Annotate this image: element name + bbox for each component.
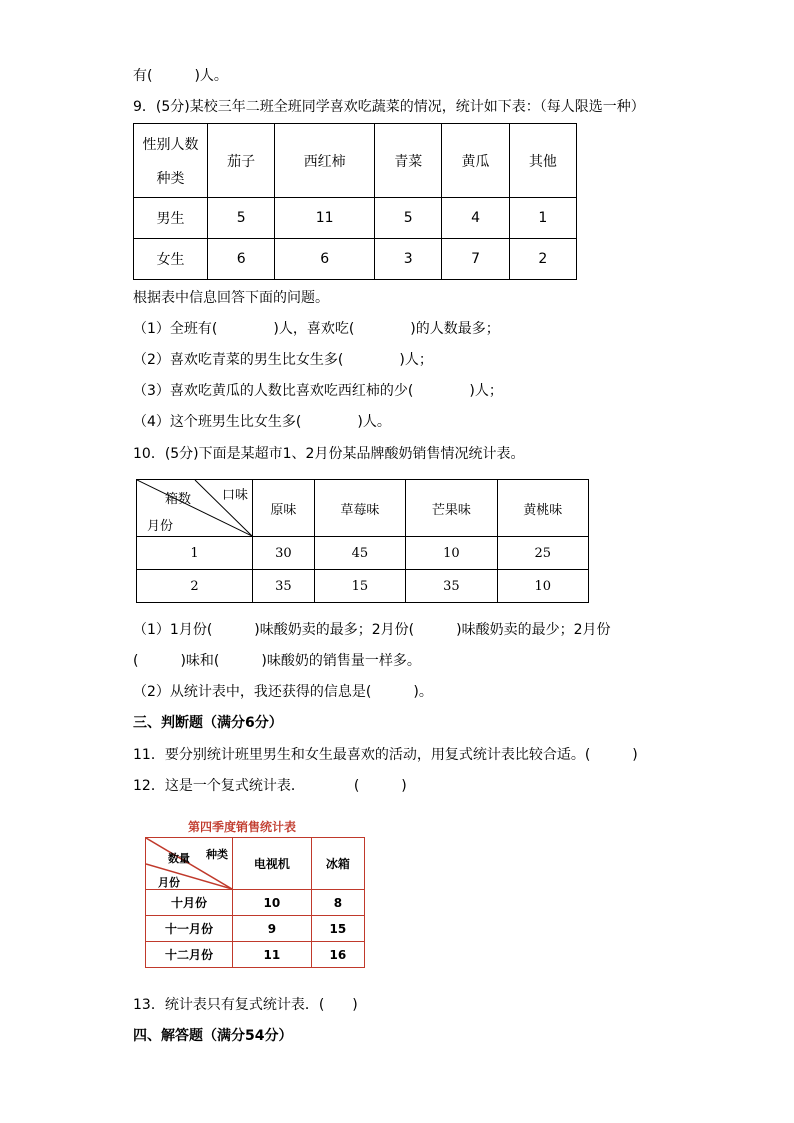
- table-cell: 7: [442, 239, 509, 280]
- header-cell: 草莓味: [314, 480, 405, 537]
- table-cell: 3: [375, 239, 442, 280]
- table-cell: 45: [314, 537, 405, 570]
- text-line: 有( )人。: [133, 68, 228, 84]
- row-label: 1: [137, 537, 253, 570]
- table-row: [146, 942, 365, 968]
- table-cell: 25: [497, 537, 588, 570]
- table-row: [134, 239, 577, 280]
- table-cell: 10: [406, 537, 497, 570]
- text-line: 根据表中信息回答下面的问题。: [133, 290, 329, 306]
- row-label: 女生: [134, 239, 208, 280]
- table-cell: 1: [509, 198, 576, 239]
- table3-title: 第四季度销售统计表: [188, 820, 297, 834]
- row-label: 十二月份: [146, 942, 233, 968]
- corner-top-label: 性别人数: [142, 136, 199, 153]
- table-cell: 5: [208, 198, 275, 239]
- table-cell: 2: [509, 239, 576, 280]
- header-cell: 芒果味: [406, 480, 497, 537]
- table-cell: 11: [275, 198, 375, 239]
- table-cell: 15: [314, 570, 405, 603]
- corner-cell: [134, 124, 208, 198]
- yogurt-table: [136, 479, 589, 603]
- question-9: 9．(5分)某校三年二班全班同学喜欢吃蔬菜的情况，统计如下表：（每人限选一种）: [133, 99, 645, 115]
- text-line: （1）全班有( )人，喜欢吃( )的人数最多；: [133, 321, 500, 337]
- corner-label-a: 箱数: [165, 492, 192, 507]
- table-cell: 35: [253, 570, 315, 603]
- section-4-heading: 四、解答题（满分54分）: [133, 1028, 293, 1044]
- table-row: [146, 916, 365, 942]
- table-row: [137, 570, 589, 603]
- text-line: （1）1月份( )味酸奶卖的最多；2月份( )味酸奶卖的最少；2月份: [133, 622, 611, 638]
- diagonal-corner-cell: [146, 838, 233, 890]
- table-cell: 16: [311, 942, 364, 968]
- text-line: （4）这个班男生比女生多( )人。: [133, 414, 391, 430]
- row-label: 男生: [134, 198, 208, 239]
- header-cell: 黄瓜: [442, 124, 509, 198]
- corner-label-c: 月份: [158, 876, 180, 889]
- question-13: 13．统计表只有复式统计表．( ): [133, 997, 358, 1013]
- row-label: 2: [137, 570, 253, 603]
- table-cell: 6: [208, 239, 275, 280]
- header-cell: 其他: [509, 124, 576, 198]
- table-cell: 30: [253, 537, 315, 570]
- section-3-heading: 三、判断题（满分6分）: [133, 715, 283, 731]
- table-row: [134, 198, 577, 239]
- corner-label-b: 口味: [222, 488, 249, 503]
- question-11: 11．要分别统计班里男生和女生最喜欢的活动，用复式统计表比较合适。( ): [133, 747, 638, 763]
- table-cell: 9: [233, 916, 312, 942]
- row-label: 十一月份: [146, 916, 233, 942]
- table-cell: 10: [233, 890, 312, 916]
- table-cell: 4: [442, 198, 509, 239]
- corner-bottom-label: 种类: [156, 170, 185, 187]
- row-label: 十月份: [146, 890, 233, 916]
- table-row: [146, 890, 365, 916]
- header-cell: 黄桃味: [497, 480, 588, 537]
- text-line: ( )味和( )味酸奶的销售量一样多。: [133, 653, 421, 669]
- header-cell: 电视机: [233, 838, 312, 890]
- table-cell: 15: [311, 916, 364, 942]
- corner-label-b: 种类: [206, 848, 228, 861]
- header-cell: 茄子: [208, 124, 275, 198]
- question-10: 10．(5分)下面是某超市1、2月份某品牌酸奶销售情况统计表。: [133, 446, 525, 462]
- header-cell: 青菜: [375, 124, 442, 198]
- text-line: （3）喜欢吃黄瓜的人数比喜欢吃西红柿的少( )人；: [133, 383, 503, 399]
- table-cell: 8: [311, 890, 364, 916]
- sales-table: [145, 837, 365, 968]
- table-cell: 10: [497, 570, 588, 603]
- corner-label-a: 数量: [168, 852, 190, 865]
- corner-label-c: 月份: [147, 519, 174, 534]
- text-line: （2）喜欢吃青菜的男生比女生多( )人；: [133, 352, 433, 368]
- table-cell: 6: [275, 239, 375, 280]
- header-cell: 西红柿: [275, 124, 375, 198]
- table-cell: 5: [375, 198, 442, 239]
- table-row: [137, 537, 589, 570]
- table-cell: 11: [233, 942, 312, 968]
- question-12: 12．这是一个复式统计表． ( ): [133, 778, 407, 794]
- text-line: （2）从统计表中，我还获得的信息是( )。: [133, 684, 433, 700]
- table-cell: 35: [406, 570, 497, 603]
- header-cell: 原味: [253, 480, 315, 537]
- header-cell: 冰箱: [311, 838, 364, 890]
- vegetable-table: [133, 123, 577, 280]
- diagonal-corner-cell: [137, 480, 253, 537]
